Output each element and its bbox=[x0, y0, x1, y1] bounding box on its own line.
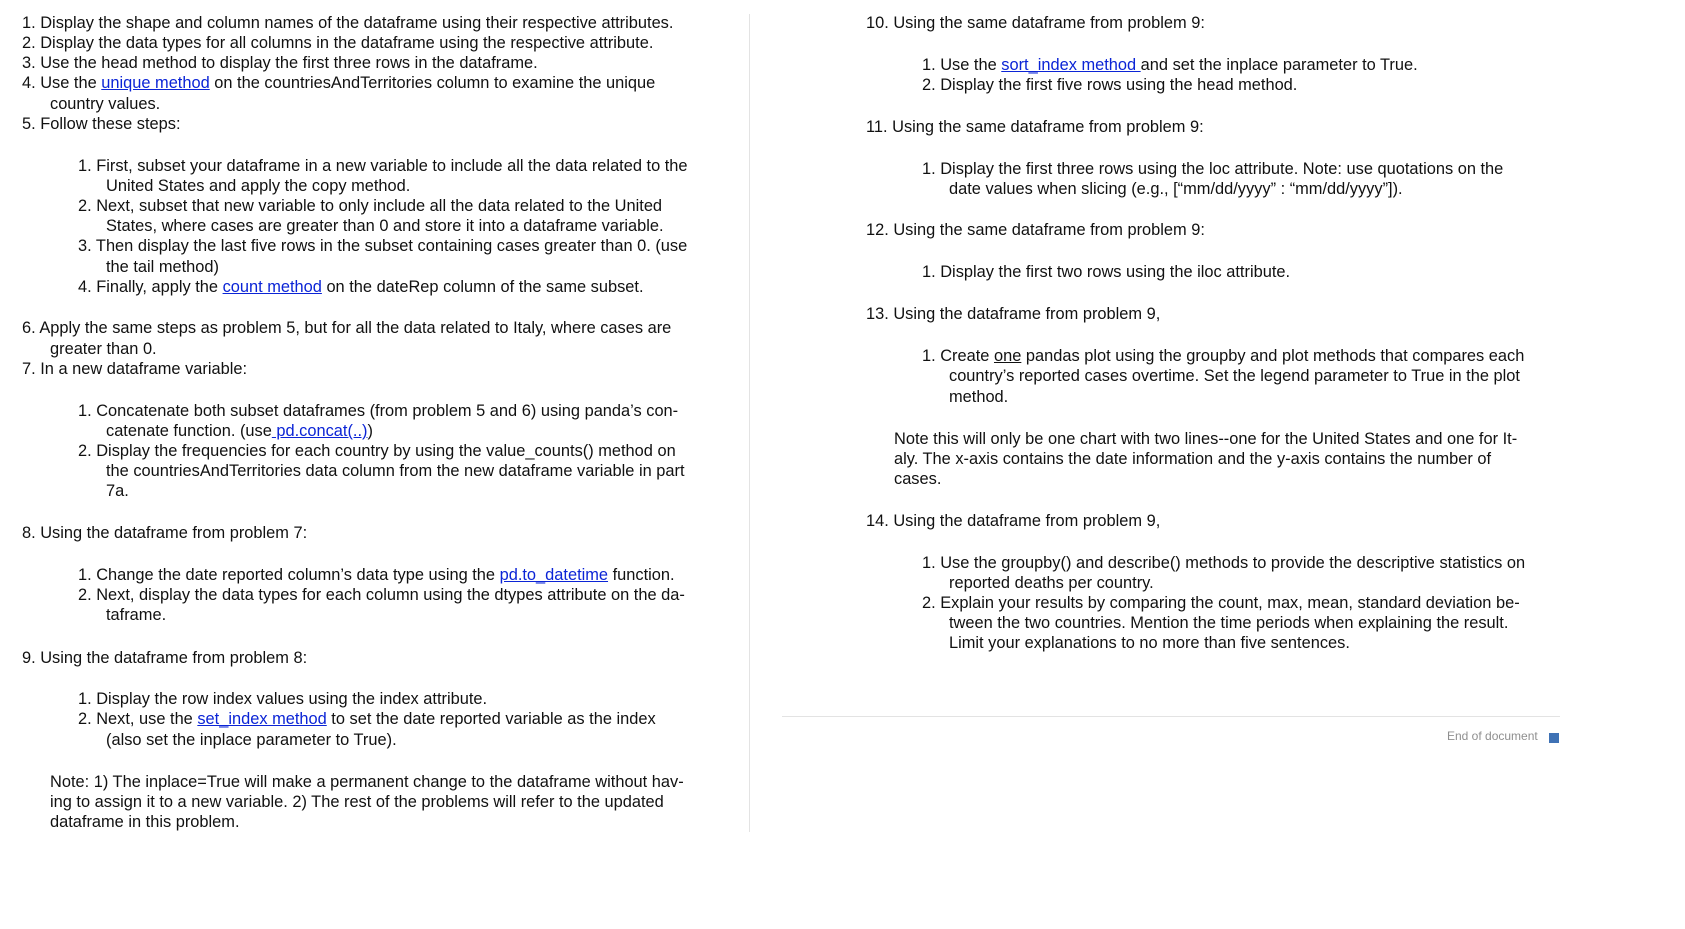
note13-line-3: cases. bbox=[894, 470, 942, 488]
item-5-1: 1. First, subset your dataframe in a new variable to include all the data related to the bbox=[78, 157, 688, 175]
item-12-1: 1. Display the first two rows using the iloc attribute. bbox=[922, 263, 1291, 281]
item-7: 7. In a new dataframe variable: bbox=[22, 360, 248, 378]
item-5-2: 2. Next, subset that new variable to only include all the data related to the United bbox=[78, 197, 663, 215]
item-13: 13. Using the dataframe from problem 9, bbox=[866, 305, 1161, 323]
item-12: 12. Using the same dataframe from problem 9: bbox=[866, 221, 1205, 239]
item-8: 8. Using the dataframe from problem 7: bbox=[22, 524, 308, 542]
end-rule bbox=[782, 716, 1560, 717]
item-11-1-cont: date values when slicing (e.g., [“mm/dd/yyyy” : “mm/dd/yyyy”]). bbox=[949, 180, 1403, 198]
item-6-cont: greater than 0. bbox=[50, 340, 157, 358]
note13-line-2: aly. The x-axis contains the date information and the y-axis contains the number of bbox=[894, 450, 1492, 468]
column-divider bbox=[749, 14, 750, 832]
item-5-3-cont: the tail method) bbox=[106, 258, 219, 276]
note13-line-1: Note this will only be one chart with two lines--one for the United States and one for It- bbox=[894, 430, 1518, 448]
item-14-2: 2. Explain your results by comparing the count, max, mean, standard deviation be- bbox=[922, 594, 1520, 612]
item-14-2-cont: tween the two countries. Mention the time periods when explaining the result. bbox=[949, 614, 1509, 632]
underlined-one: one bbox=[993, 347, 1022, 365]
end-marker-icon bbox=[1549, 733, 1559, 743]
item-9: 9. Using the dataframe from problem 8: bbox=[22, 649, 308, 667]
item-7-1: 1. Concatenate both subset dataframes (from problem 5 and 6) using panda’s con- bbox=[78, 402, 679, 420]
item-7-2-cont: the countriesAndTerritories data column from the new dataframe variable in part bbox=[106, 462, 685, 480]
item-13-1: 1. Create one pandas plot using the groupby and plot methods that compares each bbox=[922, 347, 1525, 365]
pd-concat-link[interactable]: pd.concat(..) bbox=[271, 422, 368, 440]
note-line-2: ing to assign it to a new variable. 2) The rest of the problems will refer to the updated bbox=[50, 793, 664, 811]
count-method-link[interactable]: count method bbox=[222, 278, 322, 296]
item-14-1-cont: reported deaths per country. bbox=[949, 574, 1154, 592]
unique-method-link[interactable]: unique method bbox=[101, 74, 210, 92]
item-11-1: 1. Display the first three rows using the loc attribute. Note: use quotations on the bbox=[922, 160, 1504, 178]
item-7-1-cont: catenate function. (use pd.concat(..)) bbox=[106, 422, 373, 440]
item-14-1: 1. Use the groupby() and describe() methods to provide the descriptive statistics on bbox=[922, 554, 1526, 572]
note-line-3: dataframe in this problem. bbox=[50, 813, 240, 831]
item-9-1: 1. Display the row index values using the index attribute. bbox=[78, 690, 488, 708]
item-8-1: 1. Change the date reported column’s data type using the pd.to_datetime function. bbox=[78, 566, 675, 584]
item-10-1: 1. Use the sort_index method and set the inplace parameter to True. bbox=[922, 56, 1418, 74]
item-13-1-cont: country’s reported cases overtime. Set the legend parameter to True in the plot bbox=[949, 367, 1520, 385]
item-11: 11. Using the same dataframe from problem 9: bbox=[866, 118, 1204, 136]
item-10: 10. Using the same dataframe from problem 9: bbox=[866, 14, 1205, 32]
item-2: 2. Display the data types for all columns in the dataframe using the respective attribute. bbox=[22, 34, 654, 52]
item-10-2: 2. Display the first five rows using the head method. bbox=[922, 76, 1298, 94]
item-1: 1. Display the shape and column names of the dataframe using their respective attributes. bbox=[22, 14, 674, 32]
item-5-4: 4. Finally, apply the count method on the dateRep column of the same subset. bbox=[78, 278, 644, 296]
item-4: 4. Use the unique method on the countriesAndTerritories column to examine the unique bbox=[22, 74, 656, 92]
item-5-2-cont: States, where cases are greater than 0 and store it into a dataframe variable. bbox=[106, 217, 664, 235]
item-14-2-cont2: Limit your explanations to no more than five sentences. bbox=[949, 634, 1350, 652]
item-4-cont: country values. bbox=[50, 95, 161, 113]
item-5-3: 3. Then display the last five rows in the subset containing cases greater than 0. (use bbox=[78, 237, 688, 255]
pd-to-datetime-link[interactable]: pd.to_datetime bbox=[499, 566, 609, 584]
item-3: 3. Use the head method to display the first three rows in the dataframe. bbox=[22, 54, 538, 72]
item-5-1-cont: United States and apply the copy method. bbox=[106, 177, 411, 195]
item-14: 14. Using the dataframe from problem 9, bbox=[866, 512, 1161, 530]
item-8-2: 2. Next, display the data types for each column using the dtypes attribute on the da- bbox=[78, 586, 685, 604]
item-9-2-cont: (also set the inplace parameter to True). bbox=[106, 731, 397, 749]
end-of-document-label: End of document bbox=[1447, 729, 1538, 743]
note-line-1: Note: 1) The inplace=True will make a permanent change to the dataframe without hav- bbox=[50, 773, 684, 791]
item-5: 5. Follow these steps: bbox=[22, 115, 181, 133]
item-7-2: 2. Display the frequencies for each country by using the value_counts() method on bbox=[78, 442, 676, 460]
item-6: 6. Apply the same steps as problem 5, but for all the data related to Italy, where cases are bbox=[22, 319, 672, 337]
item-9-2: 2. Next, use the set_index method to set the date reported variable as the index bbox=[78, 710, 656, 728]
sort-index-method-link[interactable]: sort_index method bbox=[1001, 56, 1141, 74]
item-7-2-cont2: 7a. bbox=[106, 482, 129, 500]
item-8-2-cont: taframe. bbox=[106, 606, 167, 624]
set-index-method-link[interactable]: set_index method bbox=[197, 710, 327, 728]
item-13-1-cont2: method. bbox=[949, 388, 1009, 406]
